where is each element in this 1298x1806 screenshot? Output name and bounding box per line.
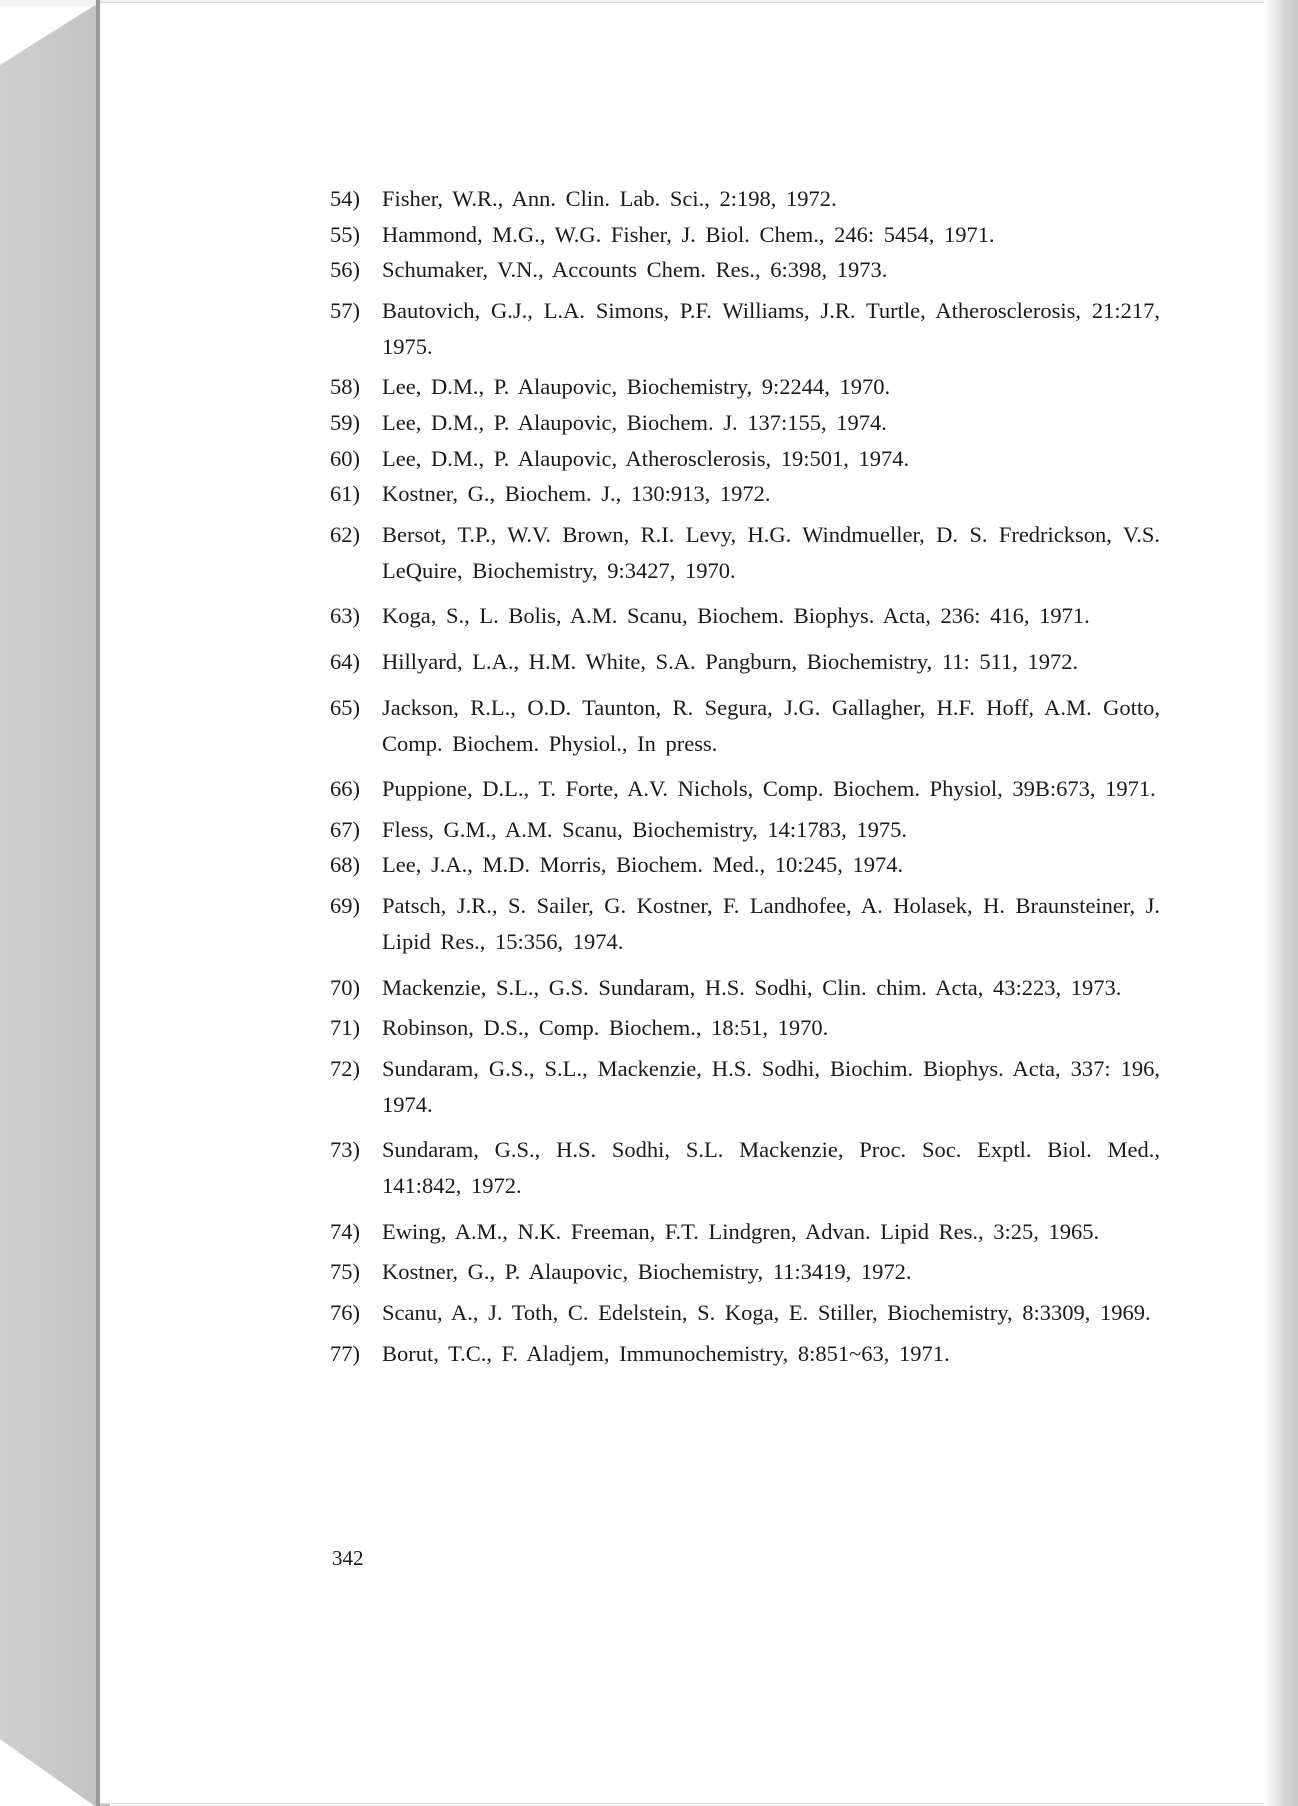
reference-number: 58) xyxy=(330,374,360,400)
reference-text: Borut, T.C., F. Aladjem, Immunochemistry, 8:851~63, 1971. xyxy=(382,1340,950,1366)
reference-item xyxy=(330,481,1160,507)
reference-number: 68) xyxy=(330,852,360,878)
reference-number: 56) xyxy=(330,257,360,283)
reference-number: 73) xyxy=(330,1137,360,1163)
reference-text: Koga, S., L. Bolis, A.M. Scanu, Biochem. Biophys. Acta, 236: 416, 1971. xyxy=(382,603,1090,629)
reference-item xyxy=(330,222,1160,248)
reference-item xyxy=(330,374,1160,400)
reference-item xyxy=(330,410,1160,436)
reference-number: 63) xyxy=(330,603,360,629)
reference-number: 57) xyxy=(330,297,360,323)
reference-text: Kostner, G., P. Alaupovic, Biochemistry, 11:3419, 1972. xyxy=(382,1259,912,1285)
reference-item xyxy=(330,852,1160,878)
reference-text: Schumaker, V.N., Accounts Chem. Res., 6:398, 1973. xyxy=(382,257,888,283)
reference-number: 66) xyxy=(330,776,360,802)
reference-item xyxy=(330,1295,1160,1331)
reference-item xyxy=(330,888,1160,960)
reference-text: Lee, D.M., P. Alaupovic, Biochem. J. 137:155, 1974. xyxy=(382,409,887,435)
reference-number: 76) xyxy=(330,1300,360,1326)
reference-number: 62) xyxy=(330,521,360,547)
reference-item xyxy=(330,1132,1160,1204)
book-spine xyxy=(0,0,110,1806)
reference-item xyxy=(330,1051,1160,1123)
reference-text: Puppione, D.L., T. Forte, A.V. Nichols, Comp. Biochem. Physiol, 39B:673, 1971. xyxy=(382,776,1156,802)
page-right-shadow xyxy=(1264,0,1298,1806)
reference-item xyxy=(330,771,1160,807)
reference-text: Jackson, R.L., O.D. Taunton, R. Segura, J.G. Gallagher, H.F. Hoff, A.M. Gotto, Comp. Biochem. Physiol., In press. xyxy=(382,694,1160,756)
reference-text: Scanu, A., J. Toth, C. Edelstein, S. Koga, E. Stiller, Biochemistry, 8:3309, 1969. xyxy=(382,1300,1151,1326)
reference-text: Bersot, T.P., W.V. Brown, R.I. Levy, H.G. Windmueller, D. S. Fredrickson, V.S. LeQuire, Biochemistry, 9:3427, 1970. xyxy=(382,521,1160,583)
reference-text: Hammond, M.G., W.G. Fisher, J. Biol. Chem., 246: 5454, 1971. xyxy=(382,221,995,247)
reference-item xyxy=(330,970,1160,1006)
reference-text: Sundaram, G.S., H.S. Sodhi, S.L. Mackenzie, Proc. Soc. Exptl. Biol. Med., 141:842, 1972. xyxy=(382,1137,1160,1199)
reference-number: 61) xyxy=(330,481,360,507)
reference-text: Hillyard, L.A., H.M. White, S.A. Pangburn, Biochemistry, 11: 511, 1972. xyxy=(382,648,1079,674)
reference-number: 60) xyxy=(330,445,360,471)
reference-item xyxy=(330,690,1160,762)
reference-item xyxy=(330,517,1160,589)
reference-text: Lee, J.A., M.D. Morris, Biochem. Med., 10:245, 1974. xyxy=(382,852,904,878)
reference-item xyxy=(330,1341,1160,1367)
reference-number: 64) xyxy=(330,648,360,674)
reference-text: Fisher, W.R., Ann. Clin. Lab. Sci., 2:198, 1972. xyxy=(382,186,837,211)
reference-item xyxy=(330,446,1160,472)
reference-item xyxy=(330,644,1160,680)
reference-item xyxy=(330,817,1160,843)
reference-number: 77) xyxy=(330,1340,360,1366)
reference-number: 72) xyxy=(330,1055,360,1081)
page-number: 342 xyxy=(332,1546,364,1570)
reference-number: 70) xyxy=(330,974,360,1000)
reference-text: Bautovich, G.J., L.A. Simons, P.F. Williams, J.R. Turtle, Atherosclerosis, 21:217, 1975. xyxy=(382,297,1160,359)
reference-text: Fless, G.M., A.M. Scanu, Biochemistry, 14:1783, 1975. xyxy=(382,816,908,842)
reference-text: Mackenzie, S.L., G.S. Sundaram, H.S. Sodhi, Clin. chim. Acta, 43:223, 1973. xyxy=(382,974,1122,1000)
reference-number: 54) xyxy=(330,186,360,211)
reference-text: Kostner, G., Biochem. J., 130:913, 1972. xyxy=(382,481,771,507)
reference-item xyxy=(330,1015,1160,1041)
reference-item xyxy=(330,186,1160,212)
reference-text: Patsch, J.R., S. Sailer, G. Kostner, F. Landhofee, A. Holasek, H. Braunsteiner, J. Lipid Res., 15:356, 1974. xyxy=(382,892,1160,954)
reference-number: 59) xyxy=(330,409,360,435)
reference-item xyxy=(330,257,1160,283)
reference-number: 65) xyxy=(330,694,360,720)
reference-number: 55) xyxy=(330,221,360,247)
reference-text: Robinson, D.S., Comp. Biochem., 18:51, 1970. xyxy=(382,1015,829,1041)
reference-number: 67) xyxy=(330,816,360,842)
reference-number: 69) xyxy=(330,892,360,918)
reference-item xyxy=(330,1214,1160,1250)
reference-number: 74) xyxy=(330,1218,360,1244)
reference-text: Lee, D.M., P. Alaupovic, Atherosclerosis, 19:501, 1974. xyxy=(382,445,910,471)
reference-item xyxy=(330,598,1160,634)
reference-text: Ewing, A.M., N.K. Freeman, F.T. Lindgren, Advan. Lipid Res., 3:25, 1965. xyxy=(382,1218,1100,1244)
reference-list xyxy=(330,186,1160,1376)
reference-number: 71) xyxy=(330,1015,360,1041)
reference-number: 75) xyxy=(330,1259,360,1285)
reference-item xyxy=(330,1259,1160,1285)
reference-item xyxy=(330,293,1160,365)
reference-text: Sundaram, G.S., S.L., Mackenzie, H.S. Sodhi, Biochim. Biophys. Acta, 337: 196, 1974. xyxy=(382,1055,1160,1117)
reference-text: Lee, D.M., P. Alaupovic, Biochemistry, 9:2244, 1970. xyxy=(382,374,891,400)
